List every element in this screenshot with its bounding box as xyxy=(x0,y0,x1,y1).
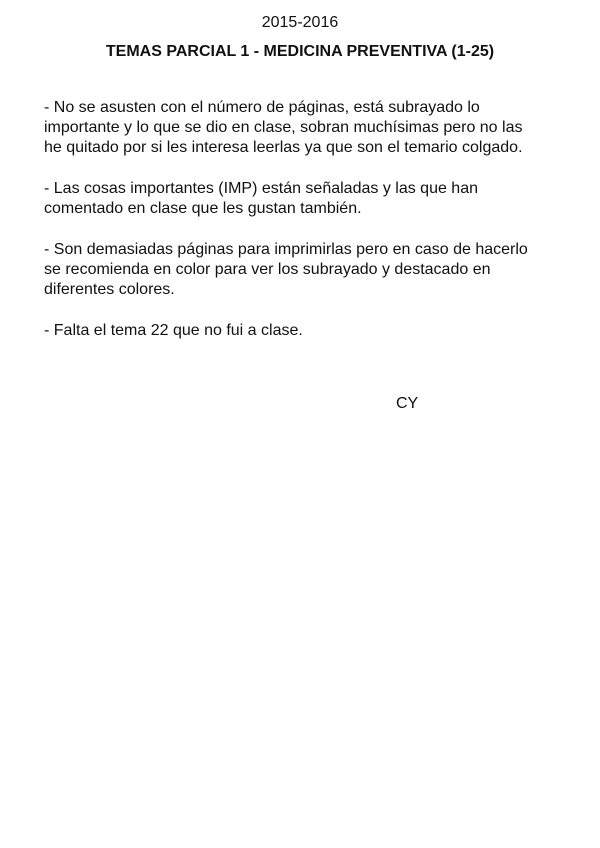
paragraph-line: - No se asusten con el número de páginas, está subrayado lo xyxy=(44,99,480,116)
paragraph-important-marked xyxy=(44,179,564,219)
document-year: 2015-2016 xyxy=(261,14,339,31)
author-signature: CY xyxy=(396,395,419,412)
paragraph-line: diferentes colores. xyxy=(44,281,175,298)
paragraph-line: - Falta el tema 22 que no fui a clase. xyxy=(44,322,303,339)
document-body xyxy=(44,98,564,362)
paragraph-missing-topic xyxy=(44,321,564,341)
paragraph-line: - Son demasiadas páginas para imprimirlas pero en caso de hacerlo xyxy=(44,241,528,258)
paragraph-printing-advice xyxy=(44,240,564,300)
paragraph-page-count-note xyxy=(44,98,564,158)
paragraph-line: - Las cosas importantes (IMP) están señaladas y las que han xyxy=(44,180,478,197)
paragraph-line: importante y lo que se dio en clase, sobran muchísimas pero no las xyxy=(44,119,523,136)
paragraph-line: se recomienda en color para ver los subrayado y destacado en xyxy=(44,261,491,278)
paragraph-line: he quitado por si les interesa leerlas ya que son el temario colgado. xyxy=(44,139,523,156)
document-title: TEMAS PARCIAL 1 - MEDICINA PREVENTIVA (1-25) xyxy=(105,43,495,60)
paragraph-line: comentado en clase que les gustan también. xyxy=(44,200,362,217)
